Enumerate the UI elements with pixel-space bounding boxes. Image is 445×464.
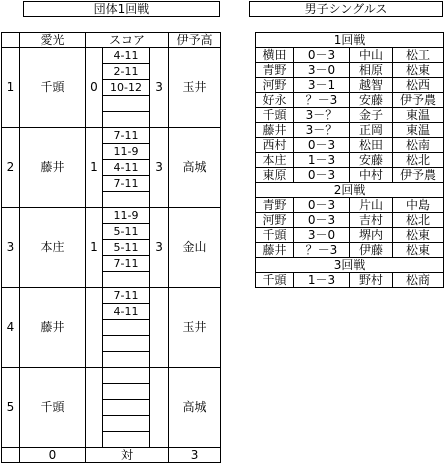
set-score [103,432,150,448]
singles-results-table [255,32,444,288]
opponent-name: 伊藤 [350,243,393,258]
games-won-a: 1 [86,128,103,208]
player-b-name: 高城 [169,368,221,448]
singles-result-row [256,108,444,123]
match-number: 3 [2,208,20,288]
player-name: 横田 [256,48,294,63]
opponent-school: 東温 [393,123,444,138]
set-score: 7-11 [103,176,150,192]
opponent-school: 松東 [393,228,444,243]
match-score: 0－3 [294,213,350,228]
round-label: 3回戦 [256,258,444,273]
set-score [103,352,150,368]
set-score [103,192,150,208]
match-5-set-row [2,368,221,384]
singles-result-row [256,168,444,183]
player-name: 東原 [256,168,294,183]
opponent-school: 松北 [393,213,444,228]
player-b-name: 高城 [169,128,221,208]
match-score: 3－？ [294,123,350,138]
set-score [103,320,150,336]
opponent-school: 伊予農 [393,93,444,108]
player-a-name: 千頭 [20,368,86,448]
games-won-b: 3 [150,128,169,208]
games-won-b [150,288,169,368]
team-header-row [2,33,221,48]
opponent-name: 安藤 [350,93,393,108]
team-match-table [1,32,221,463]
player-b-name: 玉井 [169,288,221,368]
singles-result-row [256,153,444,168]
games-won-b: 3 [150,48,169,128]
games-won-a [86,288,103,368]
player-a-name: 本庄 [20,208,86,288]
match-score: 0－3 [294,168,350,183]
games-won-a: 0 [86,48,103,128]
match-score: 3－1 [294,78,350,93]
opponent-name: 堺内 [350,228,393,243]
singles-result-row [256,138,444,153]
set-score: 11-9 [103,208,150,224]
player-name: 好永 [256,93,294,108]
match-score: ？－3 [294,93,350,108]
match-score: ？－3 [294,243,350,258]
singles-result-row [256,243,444,258]
team-total-row [2,448,221,463]
player-b-name: 金山 [169,208,221,288]
round-header-row [256,258,444,273]
set-score [103,112,150,128]
set-score: 2-11 [103,64,150,80]
match-1-set-row [2,48,221,64]
games-won-a [86,368,103,448]
header-school-a: 愛光 [20,33,86,48]
total-score-b: 3 [169,448,221,463]
games-won-a: 1 [86,208,103,288]
match-score: 3－0 [294,63,350,78]
opponent-name: 松田 [350,138,393,153]
round-label: 2回戦 [256,183,444,198]
match-4-set-row [2,288,221,304]
set-score: 7-11 [103,288,150,304]
match-score: 0－3 [294,138,350,153]
player-name: 河野 [256,78,294,93]
games-won-b [150,368,169,448]
opponent-school: 松東 [393,243,444,258]
opponent-name: 正岡 [350,123,393,138]
opponent-school: 中島 [393,198,444,213]
singles-result-row [256,123,444,138]
player-name: 千頭 [256,108,294,123]
set-score [103,384,150,400]
singles-result-row [256,198,444,213]
team-title: 団体1回戦 [23,1,220,17]
set-score [103,368,150,384]
set-score: 7-11 [103,256,150,272]
set-score [103,336,150,352]
opponent-name: 安藤 [350,153,393,168]
player-name: 河野 [256,213,294,228]
match-number: 1 [2,48,20,128]
opponent-school: 東温 [393,108,444,123]
opponent-name: 金子 [350,108,393,123]
match-score: 1－3 [294,273,350,288]
match-score: 3－0 [294,228,350,243]
player-b-name: 玉井 [169,48,221,128]
header-school-b: 伊予高 [169,33,221,48]
header-blank [2,33,20,48]
player-name: 千頭 [256,273,294,288]
set-score: 11-9 [103,144,150,160]
match-number: 2 [2,128,20,208]
set-score: 4-11 [103,160,150,176]
singles-result-row [256,273,444,288]
header-score: スコア [86,33,169,48]
opponent-name: 相原 [350,63,393,78]
opponent-school: 松西 [393,78,444,93]
set-score [103,272,150,288]
match-2-set-row [2,128,221,144]
games-won-b: 3 [150,208,169,288]
player-name: 藤井 [256,243,294,258]
opponent-name: 中村 [350,168,393,183]
individual-title: 男子シングルス [249,1,443,17]
opponent-school: 松工 [393,48,444,63]
set-score: 10-12 [103,80,150,96]
match-score: 3－？ [294,108,350,123]
opponent-school: 松商 [393,273,444,288]
opponent-school: 伊予農 [393,168,444,183]
set-score [103,96,150,112]
opponent-name: 中山 [350,48,393,63]
match-score: 1－3 [294,153,350,168]
opponent-name: 片山 [350,198,393,213]
player-name: 藤井 [256,123,294,138]
singles-result-row [256,213,444,228]
opponent-school: 松南 [393,138,444,153]
opponent-school: 松東 [393,63,444,78]
player-name: 本庄 [256,153,294,168]
set-score [103,416,150,432]
total-blank [2,448,20,463]
match-number: 5 [2,368,20,448]
singles-result-row [256,63,444,78]
player-a-name: 藤井 [20,128,86,208]
round-label: 1回戦 [256,33,444,48]
singles-result-row [256,48,444,63]
player-name: 千頭 [256,228,294,243]
opponent-school: 松北 [393,153,444,168]
player-a-name: 藤井 [20,288,86,368]
set-score: 4-11 [103,48,150,64]
opponent-name: 野村 [350,273,393,288]
round-header-row [256,183,444,198]
player-a-name: 千頭 [20,48,86,128]
set-score: 5-11 [103,224,150,240]
match-score: 0－3 [294,48,350,63]
versus-label: 対 [86,448,169,463]
singles-result-row [256,78,444,93]
round-header-row [256,33,444,48]
match-3-set-row [2,208,221,224]
opponent-name: 吉村 [350,213,393,228]
match-number: 4 [2,288,20,368]
player-name: 青野 [256,198,294,213]
set-score: 7-11 [103,128,150,144]
total-score-a: 0 [20,448,86,463]
opponent-name: 越智 [350,78,393,93]
set-score: 5-11 [103,240,150,256]
set-score [103,400,150,416]
match-score: 0－3 [294,198,350,213]
set-score: 4-11 [103,304,150,320]
singles-result-row [256,228,444,243]
player-name: 青野 [256,63,294,78]
player-name: 西村 [256,138,294,153]
singles-result-row [256,93,444,108]
